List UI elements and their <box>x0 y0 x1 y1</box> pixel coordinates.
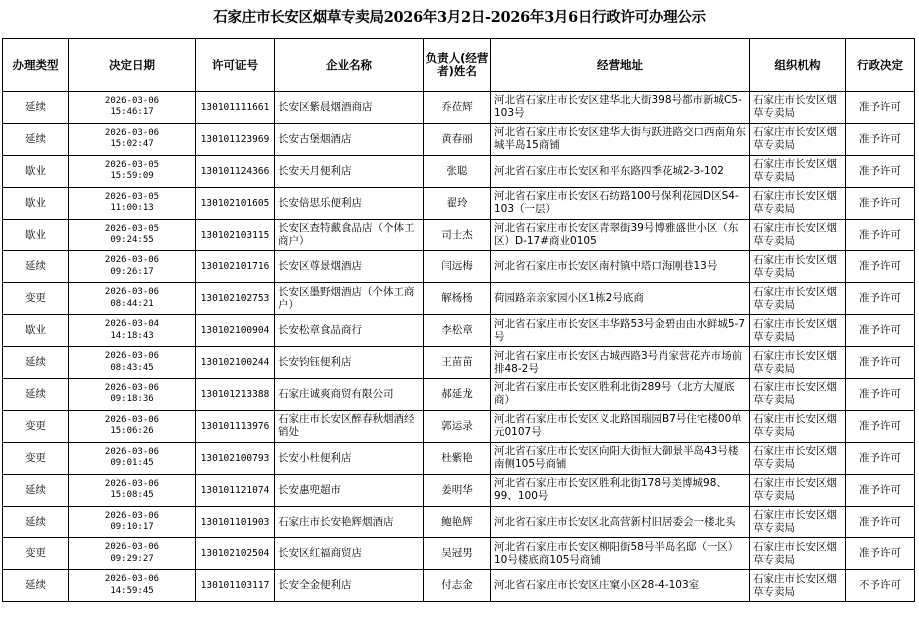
cell-address-address: 河北省石家庄市长安区庄窠小区28-4-103室 <box>494 579 700 592</box>
cell-company-name-name: 长安天月便利店 <box>278 164 352 177</box>
cell-person-person: 李松章 <box>441 324 473 337</box>
header-type: 办理类型 <box>3 39 69 92</box>
permit-table <box>2 38 915 602</box>
cell-license-license: 130101113976 <box>200 420 270 432</box>
cell-type-type: 歇业 <box>25 196 46 209</box>
table-row <box>3 442 915 474</box>
cell-org-org: 石家庄市长安区烟草专卖局 <box>753 126 837 152</box>
cell-date-date: 2026-03-06 <box>104 478 160 489</box>
cell-person-person: 张聪 <box>446 164 468 177</box>
cell-company-name <box>275 570 424 602</box>
cell-org-org: 石家庄市长安区烟草专卖局 <box>753 349 837 375</box>
cell-date-date: 2026-03-05 <box>104 159 160 170</box>
cell-org <box>750 442 846 474</box>
cell-date <box>69 219 196 251</box>
header-decision: 行政决定 <box>846 39 915 92</box>
cell-org <box>750 410 846 442</box>
cell-address-address: 荷园路亲亲家园小区1栋2号底商 <box>494 292 644 305</box>
cell-company-name-name: 长安区紫晨烟酒商店 <box>278 100 373 113</box>
cell-date <box>69 283 196 315</box>
cell-address-address: 河北省石家庄市长安区丰华路53号金碧由由水鲜城5-7号 <box>494 317 746 343</box>
cell-org <box>750 474 846 506</box>
cell-company-name-name: 长安钧钰便利店 <box>278 356 352 369</box>
cell-date-time: 15:06:26 <box>110 426 154 437</box>
cell-date-time: 11:00:13 <box>110 203 154 214</box>
cell-org <box>750 155 846 187</box>
page-title: 石家庄市长安区烟草专卖局2026年3月2日-2026年3月6日行政许可办理公示 <box>213 9 706 26</box>
cell-license-license: 130102102504 <box>200 548 270 560</box>
cell-type <box>3 123 69 155</box>
cell-license <box>196 123 275 155</box>
cell-company-name <box>275 283 424 315</box>
cell-date-time: 14:18:43 <box>110 330 154 341</box>
cell-type-type: 延续 <box>25 260 46 273</box>
cell-decision <box>846 283 915 315</box>
cell-decision <box>846 538 915 570</box>
cell-license <box>196 442 275 474</box>
cell-type <box>3 155 69 187</box>
cell-person <box>424 474 491 506</box>
cell-address <box>491 506 750 538</box>
header-org: 组织机构 <box>750 39 846 92</box>
cell-decision <box>846 155 915 187</box>
cell-license-license: 130102100244 <box>200 357 270 369</box>
cell-company-name <box>275 474 424 506</box>
cell-decision-decision: 不予许可 <box>859 579 901 592</box>
cell-decision <box>846 570 915 602</box>
header-name: 企业名称 <box>275 39 424 92</box>
cell-company-name-name: 长安区红福商贸店 <box>278 547 362 560</box>
cell-org-org: 石家庄市长安区烟草专卖局 <box>753 413 837 439</box>
cell-person <box>424 251 491 283</box>
cell-person-person: 鲍艳辉 <box>441 515 473 528</box>
header-address: 经营地址 <box>491 39 750 92</box>
cell-person-person: 付志金 <box>441 579 473 592</box>
cell-date <box>69 315 196 347</box>
cell-type-type: 变更 <box>25 451 46 464</box>
cell-decision-decision: 准予许可 <box>859 547 901 560</box>
cell-date <box>69 155 196 187</box>
cell-decision-decision: 准予许可 <box>859 196 901 209</box>
cell-decision-decision: 准予许可 <box>859 515 901 528</box>
cell-person-person: 郭运录 <box>441 419 473 432</box>
cell-person <box>424 283 491 315</box>
header-person: 负责人(经营者)姓名 <box>424 39 491 92</box>
table-row <box>3 506 915 538</box>
cell-type <box>3 538 69 570</box>
cell-date-time: 15:08:45 <box>110 490 154 501</box>
cell-address-address: 河北省石家庄市长安区石纺路100号保利花园D区S4-103（一层） <box>494 190 739 216</box>
table-row <box>3 474 915 506</box>
cell-date-time: 14:59:45 <box>110 585 154 596</box>
cell-date-time: 09:10:17 <box>110 522 154 533</box>
cell-org-org: 石家庄市长安区烟草专卖局 <box>753 94 837 120</box>
cell-type <box>3 219 69 251</box>
cell-org <box>750 506 846 538</box>
cell-decision <box>846 474 915 506</box>
cell-license-license: 130102100793 <box>200 452 270 464</box>
cell-company-name-name: 长安古堡烟酒店 <box>278 132 352 145</box>
cell-date-time: 08:43:45 <box>110 362 154 373</box>
table-row <box>3 219 915 251</box>
cell-date-time: 09:01:45 <box>110 458 154 469</box>
cell-company-name-name: 长安全金便利店 <box>278 579 352 592</box>
cell-license <box>196 347 275 379</box>
table-row <box>3 315 915 347</box>
cell-date-date: 2026-03-06 <box>104 287 160 298</box>
table-row <box>3 187 915 219</box>
table-row <box>3 570 915 602</box>
table-row <box>3 379 915 411</box>
cell-person-person: 黄春丽 <box>441 132 473 145</box>
cell-date-date: 2026-03-06 <box>104 127 160 138</box>
cell-decision-decision: 准予许可 <box>859 324 901 337</box>
cell-type <box>3 442 69 474</box>
cell-date-time: 15:02:47 <box>110 139 154 150</box>
cell-decision <box>846 506 915 538</box>
cell-org-org: 石家庄市长安区烟草专卖局 <box>753 381 837 407</box>
cell-address-address: 河北省石家庄市长安区建华北大街398号都市新城C5-103号 <box>494 94 742 120</box>
cell-person <box>424 92 491 124</box>
cell-date-date: 2026-03-06 <box>104 351 160 362</box>
cell-type-type: 延续 <box>25 356 46 369</box>
cell-org <box>750 123 846 155</box>
cell-address <box>491 379 750 411</box>
cell-decision <box>846 347 915 379</box>
cell-person <box>424 379 491 411</box>
cell-person-person: 郝延龙 <box>441 387 473 400</box>
cell-address-address: 河北省石家庄市长安区南村镇中塔口海刚巷13号 <box>494 260 718 273</box>
cell-org <box>750 251 846 283</box>
cell-org <box>750 283 846 315</box>
cell-company-name-name: 长安小杜便利店 <box>278 451 352 464</box>
cell-date <box>69 538 196 570</box>
cell-decision <box>846 123 915 155</box>
cell-decision-decision: 准予许可 <box>859 387 901 400</box>
cell-address-address: 河北省石家庄市长安区北高营新村旧居委会一楼北头 <box>494 515 736 528</box>
cell-license-license: 130102100904 <box>200 325 270 337</box>
cell-org <box>750 538 846 570</box>
cell-company-name <box>275 187 424 219</box>
cell-license-license: 130102101605 <box>200 197 270 209</box>
cell-date-date: 2026-03-04 <box>104 319 160 330</box>
cell-person <box>424 410 491 442</box>
cell-address-address: 河北省石家庄市长安区胜利北街178号美博城98、99、100号 <box>494 477 727 503</box>
cell-decision <box>846 219 915 251</box>
cell-company-name <box>275 155 424 187</box>
cell-org-org: 石家庄市长安区烟草专卖局 <box>753 509 837 535</box>
cell-date-date: 2026-03-05 <box>104 223 160 234</box>
cell-org <box>750 92 846 124</box>
cell-person-person: 杜紫艳 <box>441 451 473 464</box>
cell-date <box>69 347 196 379</box>
cell-license-license: 130102102753 <box>200 293 270 305</box>
cell-date-date: 2026-03-06 <box>104 542 160 553</box>
cell-decision <box>846 442 915 474</box>
cell-person <box>424 219 491 251</box>
cell-address <box>491 155 750 187</box>
cell-license <box>196 538 275 570</box>
cell-license <box>196 219 275 251</box>
cell-company-name <box>275 219 424 251</box>
cell-person-person: 翟玲 <box>446 196 468 209</box>
cell-license <box>196 410 275 442</box>
cell-type <box>3 251 69 283</box>
cell-license <box>196 92 275 124</box>
cell-person-person: 吴冠男 <box>441 547 473 560</box>
cell-decision-decision: 准予许可 <box>859 483 901 496</box>
cell-org-org: 石家庄市长安区烟草专卖局 <box>753 477 837 503</box>
cell-company-name-name: 石家庄市长安艳辉烟酒店 <box>278 515 394 528</box>
cell-type-type: 歇业 <box>25 164 46 177</box>
cell-address <box>491 92 750 124</box>
header-date: 决定日期 <box>69 39 196 92</box>
table-row <box>3 538 915 570</box>
cell-license <box>196 379 275 411</box>
cell-person <box>424 315 491 347</box>
cell-company-name <box>275 347 424 379</box>
cell-date-date: 2026-03-06 <box>104 382 160 393</box>
cell-person-person: 乔莅辉 <box>441 100 473 113</box>
cell-type <box>3 92 69 124</box>
cell-decision-decision: 准予许可 <box>859 100 901 113</box>
cell-date <box>69 379 196 411</box>
cell-org-org: 石家庄市长安区烟草专卖局 <box>753 158 837 184</box>
cell-type-type: 歇业 <box>25 324 46 337</box>
cell-date <box>69 570 196 602</box>
cell-address <box>491 442 750 474</box>
cell-org <box>750 187 846 219</box>
cell-company-name <box>275 251 424 283</box>
cell-decision <box>846 315 915 347</box>
cell-date <box>69 474 196 506</box>
cell-address <box>491 538 750 570</box>
table-row <box>3 251 915 283</box>
cell-person <box>424 187 491 219</box>
cell-company-name-name: 长安区尊景烟酒店 <box>278 260 362 273</box>
cell-org-org: 石家庄市长安区烟草专卖局 <box>753 222 837 247</box>
cell-company-name-name: 石家庄诚爽商贸有限公司 <box>278 387 394 400</box>
cell-company-name-name: 长安区墨野烟酒店（个体工商户） <box>278 285 415 311</box>
cell-address-address: 河北省石家庄市长安区义北路国瑞园B7号住宅楼00单元0107号 <box>494 413 742 439</box>
cell-company-name-name: 长安倍思乐便利店 <box>278 196 362 209</box>
cell-license <box>196 474 275 506</box>
cell-decision-decision: 准予许可 <box>859 228 901 241</box>
cell-date-time: 08:44:21 <box>110 298 154 309</box>
cell-person <box>424 155 491 187</box>
cell-org <box>750 379 846 411</box>
cell-company-name-name: 石家庄市长安区醉春秋烟酒经销处 <box>278 413 415 439</box>
cell-type-type: 延续 <box>25 132 46 145</box>
cell-person <box>424 538 491 570</box>
table-row <box>3 92 915 124</box>
cell-org-org: 石家庄市长安区烟草专卖局 <box>753 572 837 598</box>
cell-decision-decision: 准予许可 <box>859 419 901 432</box>
cell-person <box>424 442 491 474</box>
cell-address <box>491 283 750 315</box>
table-row <box>3 155 915 187</box>
table-row <box>3 410 915 442</box>
table-row <box>3 283 915 315</box>
cell-org <box>750 219 846 251</box>
cell-org <box>750 570 846 602</box>
cell-person-person: 闫远梅 <box>441 260 473 273</box>
cell-address-address: 河北省石家庄市长安区柳阳街58号半岛名邸（一区）10号楼底商105号商铺 <box>494 540 739 566</box>
cell-date-time: 09:29:27 <box>110 553 154 564</box>
cell-company-name <box>275 410 424 442</box>
cell-company-name <box>275 123 424 155</box>
cell-license-license: 130101111661 <box>200 101 270 113</box>
cell-org-org: 石家庄市长安区烟草专卖局 <box>753 445 837 471</box>
cell-license-license: 130102103115 <box>200 229 270 241</box>
cell-company-name <box>275 379 424 411</box>
cell-person <box>424 123 491 155</box>
cell-date <box>69 506 196 538</box>
cell-address <box>491 570 750 602</box>
cell-license-license: 130101121074 <box>200 484 270 496</box>
cell-decision <box>846 410 915 442</box>
cell-decision-decision: 准予许可 <box>859 451 901 464</box>
cell-license <box>196 155 275 187</box>
cell-address <box>491 187 750 219</box>
cell-org-org: 石家庄市长安区烟草专卖局 <box>753 317 837 343</box>
cell-company-name <box>275 92 424 124</box>
cell-license-license: 130101101903 <box>200 516 270 528</box>
cell-address-address: 河北省石家庄市长安区青翠街39号博雅盛世小区（东区）D-17#商业0105 <box>494 222 739 247</box>
cell-org-org: 石家庄市长安区烟草专卖局 <box>753 540 837 566</box>
cell-date-date: 2026-03-06 <box>104 414 160 425</box>
cell-address <box>491 347 750 379</box>
cell-person-person: 王苗苗 <box>441 356 473 369</box>
cell-address-address: 河北省石家庄市长安区向阳大街恒大御景半岛43号楼南侧105号商铺 <box>494 445 739 471</box>
cell-org-org: 石家庄市长安区烟草专卖局 <box>753 253 837 279</box>
cell-org <box>750 315 846 347</box>
cell-address <box>491 410 750 442</box>
cell-license-license: 130101103117 <box>200 580 270 592</box>
cell-decision-decision: 准予许可 <box>859 260 901 273</box>
cell-license <box>196 570 275 602</box>
cell-decision-decision: 准予许可 <box>859 164 901 177</box>
cell-decision <box>846 187 915 219</box>
cell-decision <box>846 251 915 283</box>
cell-address <box>491 123 750 155</box>
cell-company-name <box>275 538 424 570</box>
cell-license-license: 130102101716 <box>200 261 270 273</box>
table-row <box>3 123 915 155</box>
cell-license <box>196 187 275 219</box>
cell-date-time: 09:24:55 <box>110 235 154 245</box>
cell-decision <box>846 92 915 124</box>
cell-decision-decision: 准予许可 <box>859 292 901 305</box>
cell-company-name <box>275 506 424 538</box>
cell-company-name-name: 长安区查特戴食品店（个体工商户） <box>278 222 415 247</box>
cell-type-type: 延续 <box>25 515 46 528</box>
cell-license <box>196 251 275 283</box>
cell-date <box>69 410 196 442</box>
cell-org-org: 石家庄市长安区烟草专卖局 <box>753 190 837 216</box>
cell-license <box>196 315 275 347</box>
cell-date-date: 2026-03-06 <box>104 510 160 521</box>
cell-company-name <box>275 315 424 347</box>
cell-date-time: 09:26:17 <box>110 266 154 277</box>
cell-org-org: 石家庄市长安区烟草专卖局 <box>753 285 837 311</box>
cell-person <box>424 506 491 538</box>
cell-type <box>3 347 69 379</box>
cell-type <box>3 570 69 602</box>
cell-type <box>3 379 69 411</box>
cell-license <box>196 506 275 538</box>
cell-type <box>3 283 69 315</box>
cell-person-person: 司士杰 <box>441 228 473 241</box>
cell-type-type: 延续 <box>25 483 46 496</box>
cell-type-type: 变更 <box>25 292 46 305</box>
cell-org <box>750 347 846 379</box>
cell-address <box>491 251 750 283</box>
cell-type <box>3 187 69 219</box>
cell-date <box>69 442 196 474</box>
header-license: 许可证号 <box>196 39 275 92</box>
cell-date <box>69 92 196 124</box>
cell-address <box>491 315 750 347</box>
cell-decision <box>846 379 915 411</box>
cell-decision-decision: 准予许可 <box>859 132 901 145</box>
cell-type-type: 延续 <box>25 100 46 113</box>
cell-date <box>69 251 196 283</box>
cell-person <box>424 347 491 379</box>
cell-type-type: 变更 <box>25 547 46 560</box>
cell-date-date: 2026-03-06 <box>104 446 160 457</box>
cell-address <box>491 474 750 506</box>
table-header-row <box>3 39 915 92</box>
cell-type <box>3 315 69 347</box>
cell-date-time: 09:18:36 <box>110 394 154 405</box>
cell-address-address: 河北省石家庄市长安区建华大街与跃进路交口西南角东城半岛15商铺 <box>494 126 746 152</box>
cell-address-address: 河北省石家庄市长安区胜利北街289号（北方大厦底商） <box>494 381 735 407</box>
cell-address <box>491 219 750 251</box>
cell-decision-decision: 准予许可 <box>859 356 901 369</box>
cell-address-address: 河北省石家庄市长安区古城西路3号肖家营花卉市场前排48-2号 <box>494 349 743 375</box>
cell-type-type: 延续 <box>25 579 46 592</box>
cell-type-type: 延续 <box>25 387 46 400</box>
cell-type <box>3 410 69 442</box>
cell-company-name-name: 长安松章食品商行 <box>278 324 362 337</box>
table-row <box>3 347 915 379</box>
cell-company-name <box>275 442 424 474</box>
cell-date-date: 2026-03-05 <box>104 191 160 202</box>
cell-person <box>424 570 491 602</box>
cell-date-time: 15:46:17 <box>110 107 154 118</box>
cell-type <box>3 474 69 506</box>
cell-type-type: 歇业 <box>25 228 46 241</box>
cell-license <box>196 283 275 315</box>
cell-date <box>69 187 196 219</box>
cell-type <box>3 506 69 538</box>
cell-date-date: 2026-03-06 <box>104 574 160 585</box>
cell-license-license: 130101123969 <box>200 133 270 145</box>
cell-date-date: 2026-03-06 <box>104 255 160 266</box>
cell-license-license: 130101124366 <box>200 165 270 177</box>
cell-date <box>69 123 196 155</box>
cell-person-person: 解杨杨 <box>441 292 473 305</box>
cell-date-time: 15:59:09 <box>110 171 154 182</box>
cell-address-address: 河北省石家庄市长安区和平东路四季花城2-3-102 <box>494 164 724 177</box>
cell-type-type: 变更 <box>25 419 46 432</box>
cell-company-name-name: 长安惠兜超市 <box>278 483 341 496</box>
cell-person-person: 姜明华 <box>441 483 473 496</box>
cell-date-date: 2026-03-06 <box>104 95 160 106</box>
cell-license-license: 130101213388 <box>200 388 270 400</box>
